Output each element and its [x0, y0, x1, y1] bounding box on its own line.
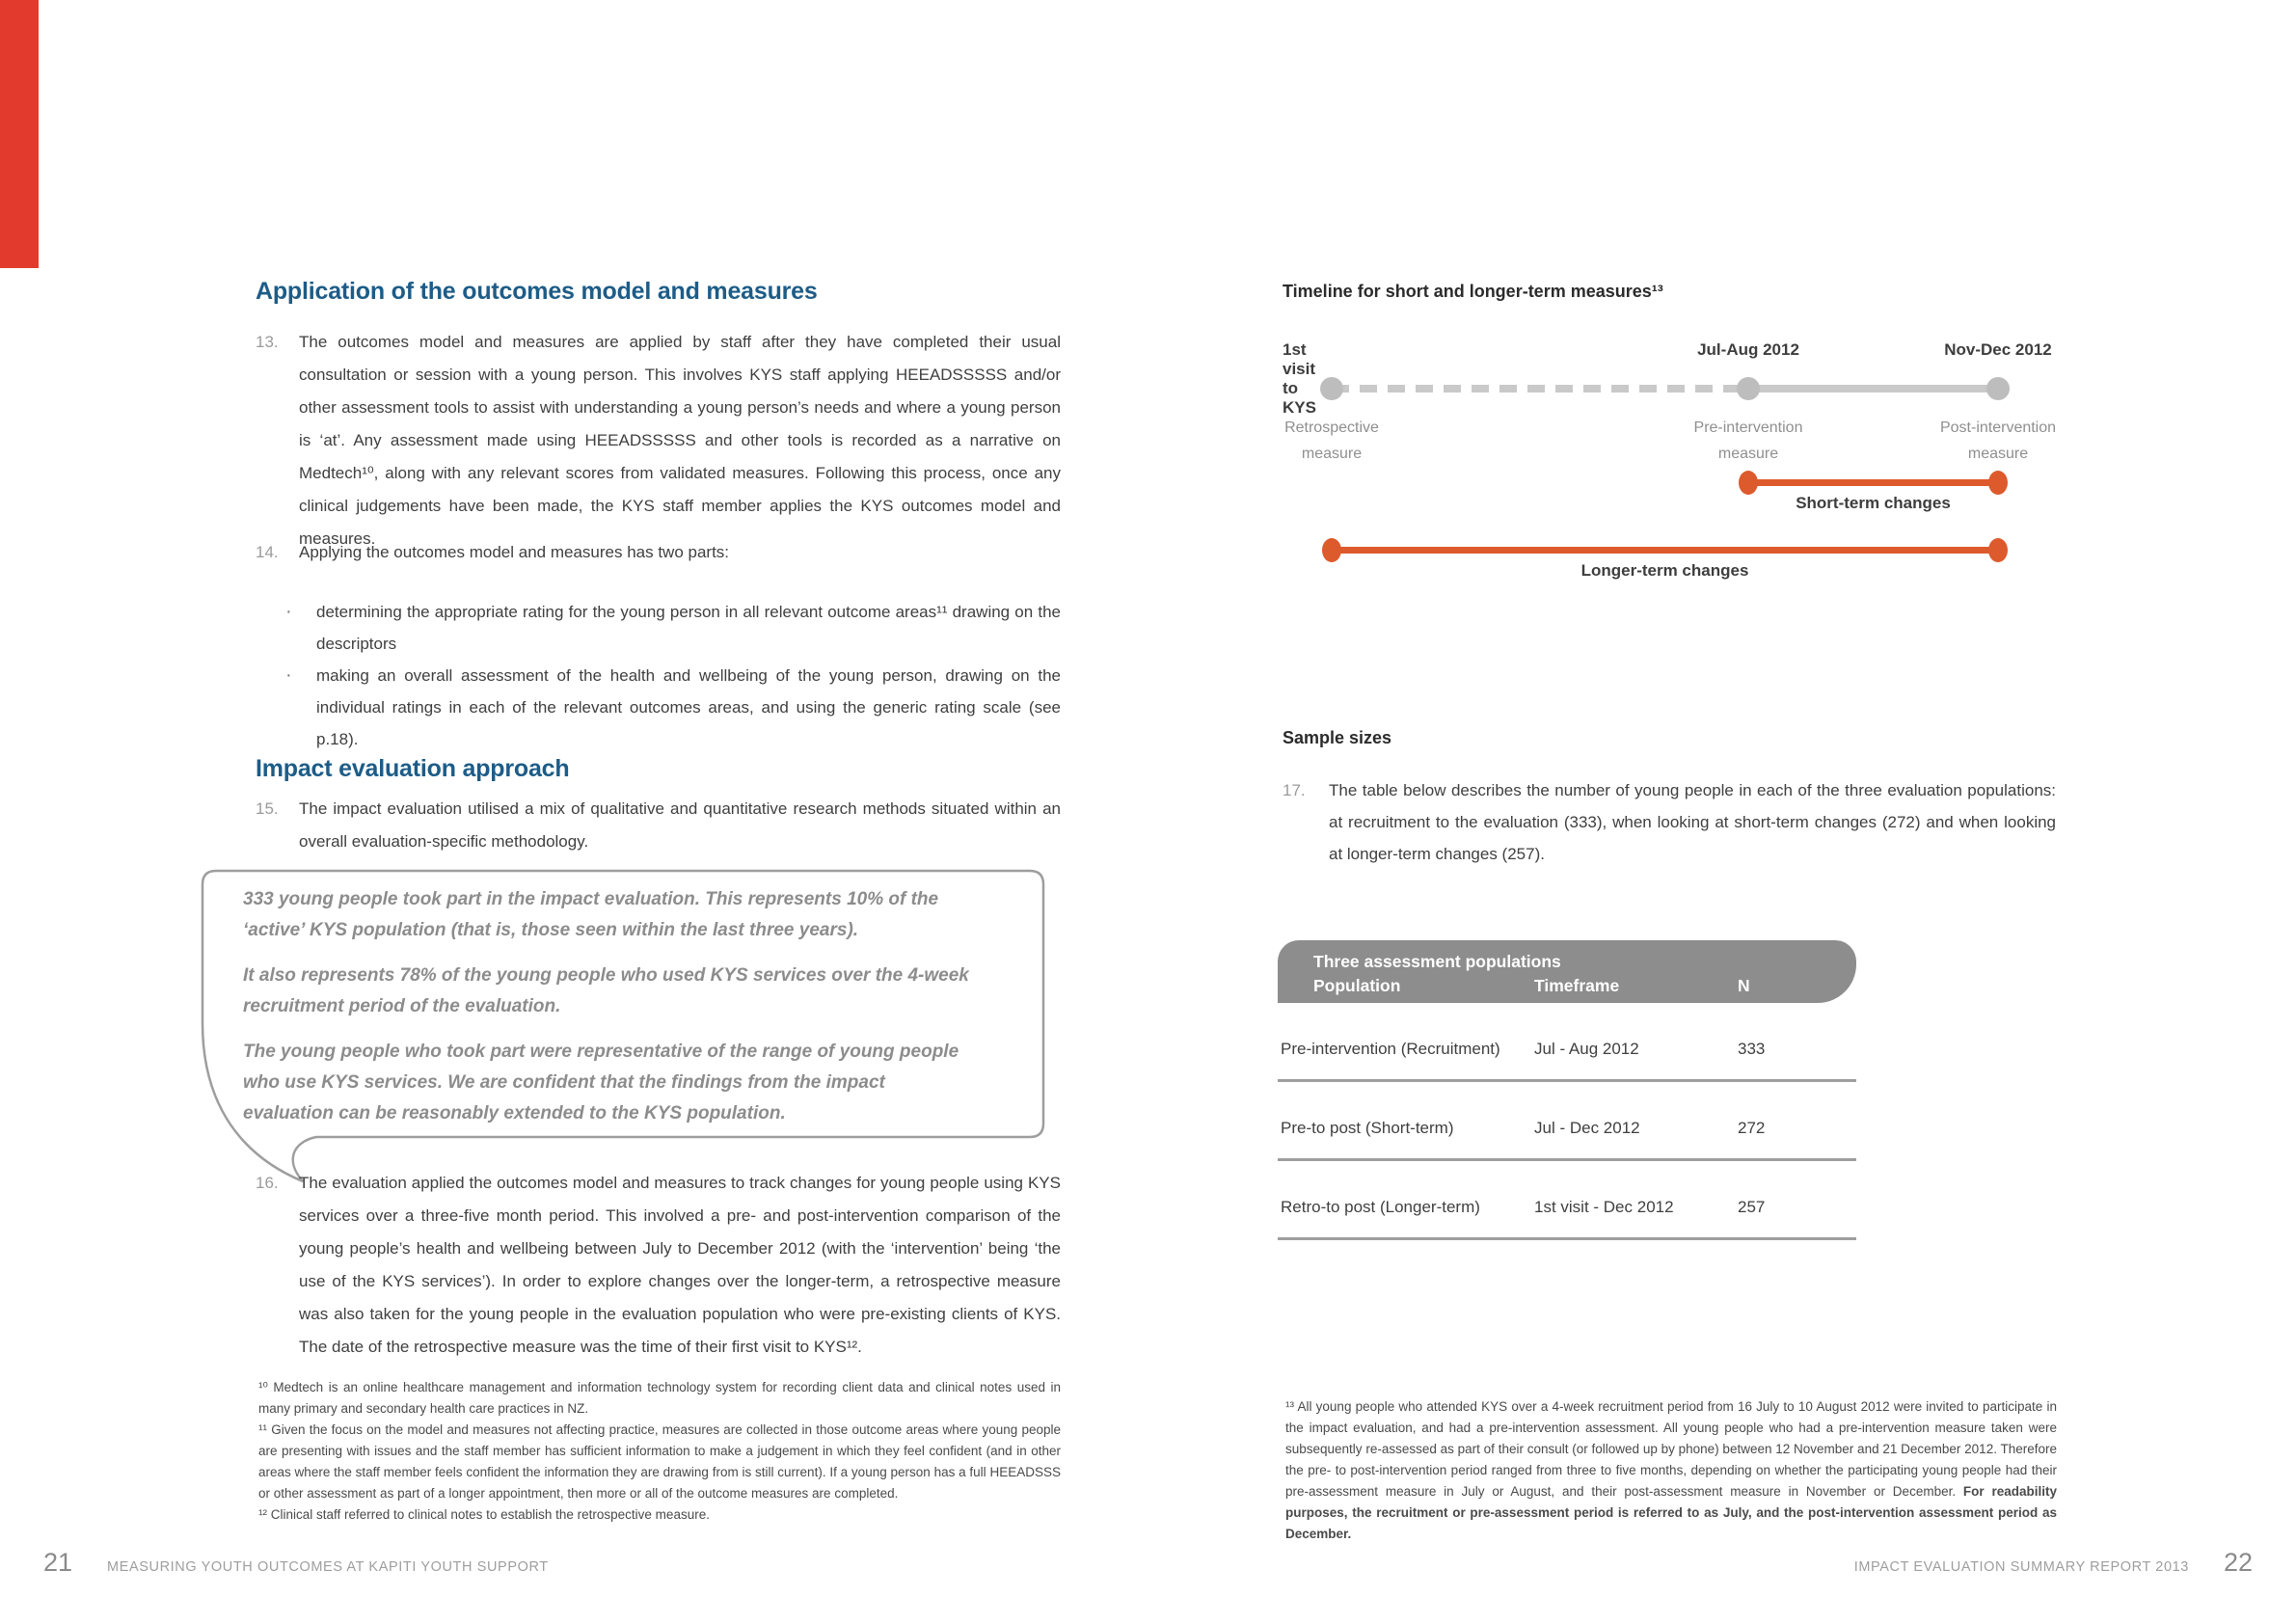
table-row: [1278, 1003, 1856, 1082]
longer-term-dot-left: [1322, 538, 1341, 562]
measure-label-line: measure: [1967, 446, 2029, 462]
column-header-timeframe: Timeframe: [1534, 976, 1620, 995]
footnote-13-text: [1285, 1396, 2057, 1545]
red-corner-mark: [0, 0, 39, 268]
sample-sizes-heading: Sample sizes: [1283, 728, 1392, 747]
section-heading-application: Application of the outcomes model and measures: [256, 278, 818, 305]
footnote-13-bold: For readability purposes, the recruitment or pre-assessment period is referred to as July, and the post-intervention assessment period as December.: [1285, 1484, 2057, 1541]
footnote-12: ¹² Clinical staff referred to clinical notes to establish the retrospective measure.: [258, 1507, 710, 1522]
para13-number: 13.: [256, 333, 279, 351]
page-number-right: 22: [2223, 1548, 2253, 1577]
timeline-node-pre: [1737, 377, 1760, 400]
footnotes-left: [258, 1377, 1061, 1526]
measure-label-line: measure: [1717, 446, 1779, 462]
assessment-populations-table: [1278, 940, 1856, 1240]
pull-quote: [243, 884, 980, 1129]
measure-label-line: Post-intervention: [1939, 420, 2057, 436]
para13-text: The outcomes model and measures are applied by staff after they have completed their usual consultation or session with a young person. This involves KYS staff applying HEEADSSSSS and/or other assessment tools to assist with understanding a young person’s needs and where a young person is ‘at’. Any assessment made using HEEADSSSSS and other tools is recorded as a narrative on Medtech¹⁰, along with any relevant scores from validated measures. Following this process, once any clinical judgements have been made, the KYS staff member applies the KYS outcomes model and measures.: [299, 333, 1061, 548]
footer-right: [1854, 1548, 2253, 1578]
longer-term-dot-right: [1988, 538, 2008, 562]
quote-paragraph-1: 333 young people took part in the impact evaluation. This represents 10% of the ‘active’ KYS population (that is, those seen within the last three years).: [243, 889, 939, 940]
timeline-node-first-visit: [1320, 377, 1343, 400]
footer-left: [43, 1548, 549, 1578]
timeline-measure-post-intervention: [1892, 415, 2104, 467]
footnote-13: [1285, 1396, 2057, 1545]
measure-label-line: Pre-intervention: [1693, 420, 1803, 436]
cell-n: 333: [1738, 1040, 1766, 1058]
bullet2-text: making an overall assessment of the health and wellbeing of the young person, drawing on the individual ratings in each of the relevant outcomes areas, and using the generic rating scale (see p.18).: [316, 666, 1061, 748]
cell-population: Pre-intervention (Recruitment): [1281, 1040, 1500, 1058]
para16-number: 16.: [256, 1174, 279, 1192]
bullet-marker: ·: [285, 601, 292, 622]
cell-timeframe: 1st visit - Dec 2012: [1534, 1198, 1674, 1216]
para14-text: Applying the outcomes model and measures has two parts:: [299, 543, 730, 561]
short-term-label: Short-term changes: [1796, 494, 1951, 512]
short-term-line: [1748, 479, 1998, 486]
table-header: [1278, 940, 1856, 1003]
quote-paragraph-3: The young people who took part were representative of the range of young people who use KYS services. We are confident that the findings from the impact evaluation can be reasonably extended to the KYS population.: [243, 1042, 959, 1123]
cell-n: 272: [1738, 1119, 1766, 1137]
para16-text: The evaluation applied the outcomes model and measures to track changes for young people using KYS services over a three-five month period. This involved a pre- and post-intervention comparison of the young people’s health and wellbeing between July to December 2012 (with the ‘intervention’ being ‘the use of the KYS services’). In order to explore changes over the longer-term, a retrospective measure was also taken for the young people in the evaluation population who were pre-existing clients of KYS. The date of the retrospective measure was the time of their first visit to KYS¹².: [299, 1174, 1061, 1356]
cell-n: 257: [1738, 1198, 1766, 1216]
para17-text: The table below describes the number of young people in each of the three evaluation populations: at recruitment to the evaluation (333), when looking at short-term changes (272) and when looking at longer-term changes (257).: [1329, 781, 2056, 863]
footer-text-left: MEASURING YOUTH OUTCOMES AT KAPITI YOUTH SUPPORT: [107, 1559, 549, 1575]
bullet-marker: ·: [285, 664, 292, 686]
short-term-dot-left: [1739, 471, 1758, 495]
column-header-n: N: [1738, 976, 1750, 995]
footer-text-right: IMPACT EVALUATION SUMMARY REPORT 2013: [1853, 1559, 2189, 1575]
cell-timeframe: Jul - Aug 2012: [1534, 1040, 1639, 1058]
table-column-headers: [1313, 974, 1856, 999]
timeline-heading: Timeline for short and longer-term measures¹³: [1283, 282, 1663, 301]
longer-term-label: Longer-term changes: [1580, 561, 1749, 580]
table-row: [1278, 1161, 1856, 1240]
bullet1-text: determining the appropriate rating for the young person in all relevant outcome areas¹¹ drawing on the descriptors: [316, 603, 1061, 653]
timeline-node-post: [1986, 377, 2010, 400]
measure-label-line: measure: [1301, 446, 1363, 462]
longer-term-line: [1332, 547, 1998, 554]
para15-text: The impact evaluation utilised a mix of qualitative and quantitative research methods situated within an overall evaluation-specific methodology.: [299, 799, 1061, 851]
para14-number: 14.: [256, 543, 279, 561]
column-header-population: Population: [1313, 976, 1401, 995]
para17-number: 17.: [1283, 781, 1306, 799]
timeline-dashed-segment: [1332, 385, 1748, 392]
timeline-measure-pre-intervention: [1642, 415, 1854, 467]
timeline-date-nov-dec: Nov-Dec 2012: [1944, 340, 2052, 359]
cell-timeframe: Jul - Dec 2012: [1534, 1119, 1640, 1137]
footnote-11: ¹¹ Given the focus on the model and measures not affecting practice, measures are collected in those outcome areas where young people are presenting with issues and the staff member has sufficient information to make a judgement in which they feel confident (and in other areas where the staff member feels confident the information they are drawing from is still current). If a young person has a full HEEADSSS or other assessment as part of a longer appointment, then more or all of the outcome measures are completed.: [258, 1422, 1061, 1501]
timeline-date-first-visit: 1st visit to KYS: [1283, 340, 1316, 417]
table-row: [1278, 1082, 1856, 1161]
section-heading-impact-evaluation: Impact evaluation approach: [256, 755, 570, 782]
table-title: Three assessment populations: [1313, 952, 1561, 971]
short-term-dot-right: [1988, 471, 2008, 495]
page-number-left: 21: [43, 1548, 73, 1577]
para15-number: 15.: [256, 799, 279, 818]
timeline-date-jul-aug: Jul-Aug 2012: [1697, 340, 1799, 359]
cell-population: Pre-to post (Short-term): [1281, 1119, 1454, 1137]
quote-paragraph-2: It also represents 78% of the young people who used KYS services over the 4-week recruitment period of the evaluation.: [243, 965, 969, 1016]
timeline-solid-segment: [1748, 385, 1998, 392]
measure-label-line: Retrospective: [1284, 420, 1379, 436]
footnote-13-normal: ¹³ All young people who attended KYS over a 4-week recruitment period from 16 July to 10 August 2012 were invited to participate in the impact evaluation, and had a pre-intervention assessment. All young people who had a pre-intervention measure taken were subsequently re-assessed as part of their consult (or followed up by phone) between 12 November and 21 December 2012. Therefore the pre- to post-intervention period ranged from three to five months, depending on whether the participating young people had their pre-assessment measure in July or August, and their post-assessment measure in November or December.: [1285, 1399, 2057, 1499]
timeline-measure-retrospective: [1226, 415, 1438, 467]
footnote-10: ¹⁰ Medtech is an online healthcare management and information technology system for recording client data and clinical notes used in many primary and secondary health care practices in NZ.: [258, 1380, 1061, 1416]
cell-population: Retro-to post (Longer-term): [1281, 1198, 1480, 1216]
